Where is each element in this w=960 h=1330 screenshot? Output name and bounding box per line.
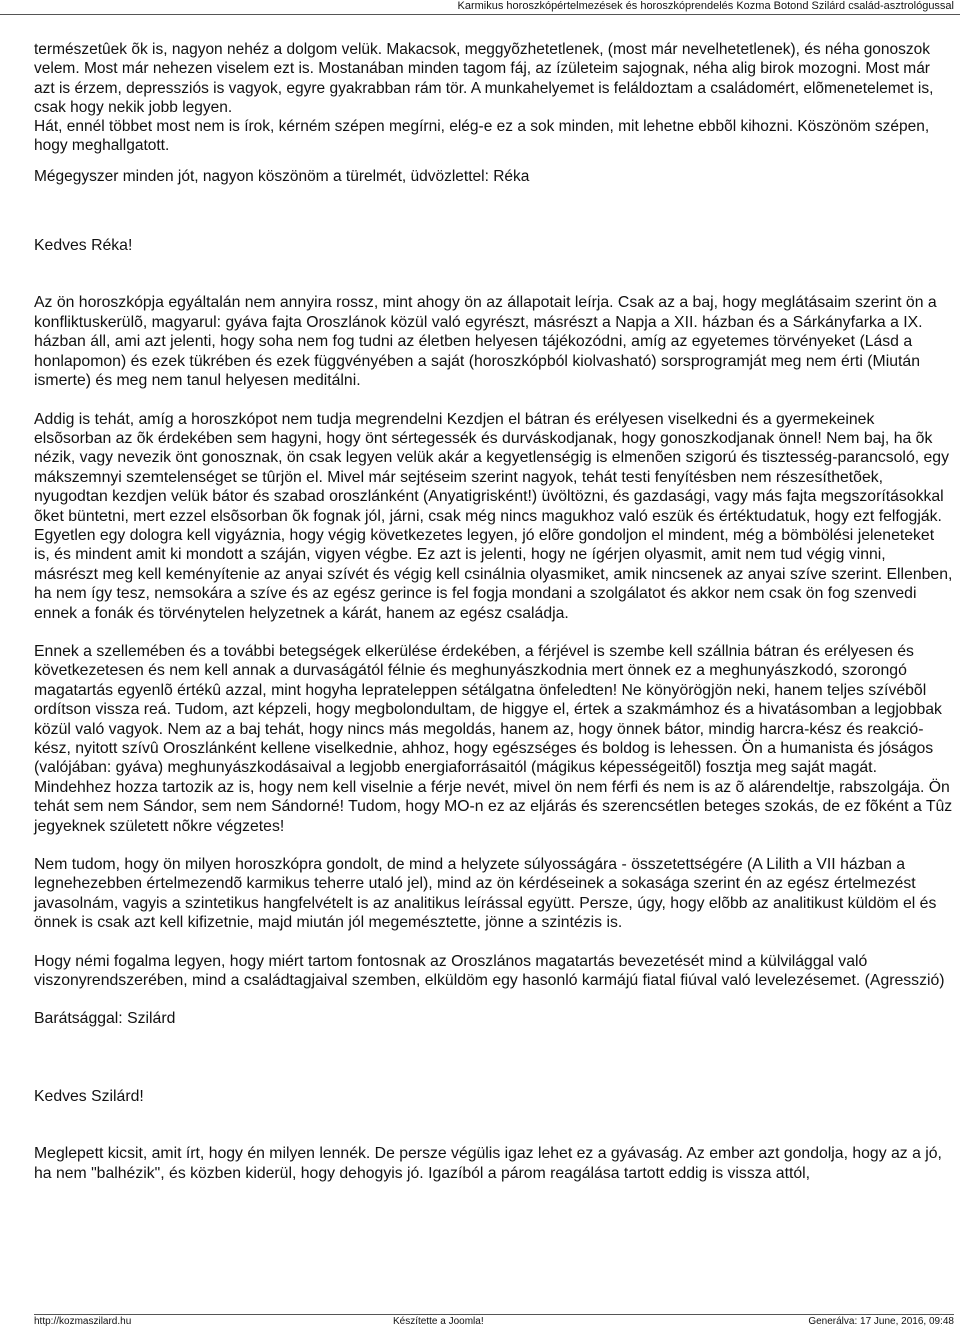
page-header bbox=[0, 0, 960, 15]
letter-from-reka-2 bbox=[34, 1087, 954, 1183]
reply-paragraph-5: Hogy némi fogalma legyen, hogy miért tartom fontosnak az Oroszlános magatartás bevezetését mind a külvilággal való viszonyrendszerében, mind a családtagjaival szemben, elküldöm egy hasonló karmájú fiatal fiúval való levelezésemet. (Agresszió) bbox=[34, 952, 945, 990]
reply-paragraph-1: Az ön horoszkópja egyáltalán nem annyira rossz, mint ahogy ön az állapotait leírja. Csak az a baj, hogy meglátásaim szerint ön a konfliktuskerülõ, magyarul: gyáva fajta Oroszlánok közül való egyrészt, másrészt a Napja a XII. házban és a Sárkányfarka a IX. házban áll, ami azt jelenti, hogy soha nem fog tudni az életben helyesen tájékozódni, amíg az egyetemes törvényeket (Lásd a honlapomon) és ezek tükrében és ezek függvényében a saját (horoszkópból kiolvasható) sorsprogramját meg nem érti (Miután ismerte) és meg nem tanul helyesen meditálni. bbox=[34, 294, 937, 390]
reka-paragraph-2: Hát, ennél többet most nem is írok, kérném szépen megírni, elég-e ez a sok minden, mit lehetne ebbõl kihozni. Köszönöm szépen, hogy meghallgatott. bbox=[34, 118, 930, 155]
reka-paragraph-1: természetûek õk is, nagyon nehéz a dolgom velük. Makacsok, meggyõzhetetlenek, (most már nevelhetetlenek), és néha gonoszok velem. Most már nehezen viselem ezt is. Mostanában minden tagom fáj, az ízületeim sajognak, néha alig birok mozogni. Most már azt is érzem, depressziós is vagyok, egyre gyakrabban rám tör. A munkahelyemet is feláldoztam a családomért, elõmenetelemet is, csak hogy nekik jobb legyen. bbox=[34, 41, 934, 116]
footer-generated-date: Generálva: 17 June, 2016, 09:48 bbox=[808, 1316, 954, 1327]
reply-paragraph-4: Nem tudom, hogy ön milyen horoszkópra gondolt, de mind a helyzete súlyosságára - összetettségére (A Lilith a VII házban a legnehezebben értelmezendõ karmikus teherre utaló jel), mind az ön kérdéseinek a sokasága szerint én az egész értelmezést javasolnám, vagyis a szintetikus hangfelvételt is az analitikus leírással együtt. Persze, úgy, hogy elõbb az analitikust küldöm el és önnek is csak azt kell kifizetnie, majd miután jól megemésztette, jönne a szintézis is. bbox=[34, 856, 937, 932]
page-footer bbox=[34, 1314, 954, 1330]
reka-closing: Mégegyszer minden jót, nagyon köszönöm a türelmét, üdvözlettel: Réka bbox=[34, 167, 530, 185]
letter2-greeting: Kedves Szilárd! bbox=[34, 1087, 144, 1105]
footer-made-with: Készítette a Joomla! bbox=[393, 1316, 484, 1327]
reply-to-reka bbox=[34, 236, 954, 1029]
footer-site-link[interactable]: http://kozmaszilard.hu bbox=[34, 1316, 132, 1327]
reply-signoff: Barátsággal: Szilárd bbox=[34, 1010, 176, 1028]
reply-paragraph-3: Ennek a szellemében és a további betegségek elkerülése érdekében, a férjével is szembe kell szállnia bátran és erélyesen és következetesen és nem kell annak a durvaságától félnie és meghunyászkodnia mert önnek ez a meghunyászkodó, szorongó magatartás egyenlõ értékû azzal, mint hogyha leprateleppen sétálgatna önfeledten! Ne könyörögjön neki, hanem teljes szívébõl ordítson vissza reá. Tudom, azt képzeli, hogy megbolondultam, de higgye el, értek a szakmámhoz és a hivatásomban a legjobbak közül való vagyok. Nem az a baj tehát, hogy nincs más megoldás, hanem az, hogy önnek bátor, mindig harcra-kész és reakció-kész, nyitott szívû Oroszlánként kellene viselkednie, ahhoz, hogy egészséges és boldog is lehessen. Ön a humanista és jóságos (valójában: gyáva) meghunyászkodásaival a legjobb energiaforrásaitól (mágikus képességeitõl) fosztja meg saját magát. Mindehhez hozza tartozik az is, hogy nem kell viselnie a férje nevét, mivel ön nem férfi és nem is az õ alárendeltje, rabszolgája. Ön tehát sem nem Sándor, sem nem Sándorné! Tudom, hogy MO-n ez az eljárás és szerencsétlen beteges szokás, de ez fõként a Tûz jegyeknek született nõkre végzetes! bbox=[34, 642, 953, 835]
site-title: Karmikus horoszkópértelmezések és horoszkóprendelés Kozma Botond Szilárd család-asztrológussal bbox=[457, 0, 954, 12]
article-body bbox=[34, 40, 954, 1183]
letter2-paragraph-1: Meglepett kicsit, amit írt, hogy én milyen lennék. De persze végülis igaz lehet ez a gyávaság. Az ember azt gondolja, hogy az a jó, ha nem "balhézik", és közben kiderül, hogy dehogyis jó. Igazíból a párom reagálása tartott eddig is vissza attól, bbox=[34, 1145, 942, 1182]
letter-from-reka-ending bbox=[34, 40, 954, 186]
reply-greeting: Kedves Réka! bbox=[34, 237, 133, 255]
reply-paragraph-2: Addig is tehát, amíg a horoszkópot nem tudja megrendelni Kezdjen el bátran és erélyesen viselkedni és a gyermekeinek elsõsorban az õk érdekében sem hagyni, hogy önt sértegessék és durváskodjanak, hogy gonoszkodjanak önnel! Nem baj, ha õk nézik, vagy nevezik önt gonosznak, ön csak legyen velük akár a kegyetlenségig is elmenõen szigorú és tisztesség-parancsoló, egy mákszemnyi szemtelenséget se tûrjön el. Mivel már sejtéseim szerint nagyok, tehát testi fenyítésben nem részesíthetõek, nyugodtan kezdjen velük bátor és szabad oroszlánként (Anyatigrisként!) üvöltözni, és gazdasági, vagy más fajta megszorításokkal õket büntetni, mert ezzel elsõsorban õk fognak jól, járni, csak még nincs magukhoz való eszük és értéktudatuk, hogy ezt felfogják. Egyetlen egy dologra kell vigyáznia, hogy végig következetes legyen, jó elõre gondoljon el mindent, még a bömbölési jeleneteket is, és mindent amit ki mondott a száján, vigyen végbe. Ez azt is jelenti, hogy ne ígérjen olyasmit, amit nem tud végig vinni, másrészt meg kell keményítenie az anyai szívét és végig kell csinálnia olyasmiket, amik nincsenek az anyai szíve szerint. Ellenben, ha nem így tesz, nemsokára a szíve és az egész gerince is fel fogja mondani a szolgálatot és akkor nem csak ön fog szenvedi ennek a fonák és törvénytelen helyzetnek a kárát, hanem az egész családja. bbox=[34, 410, 953, 622]
